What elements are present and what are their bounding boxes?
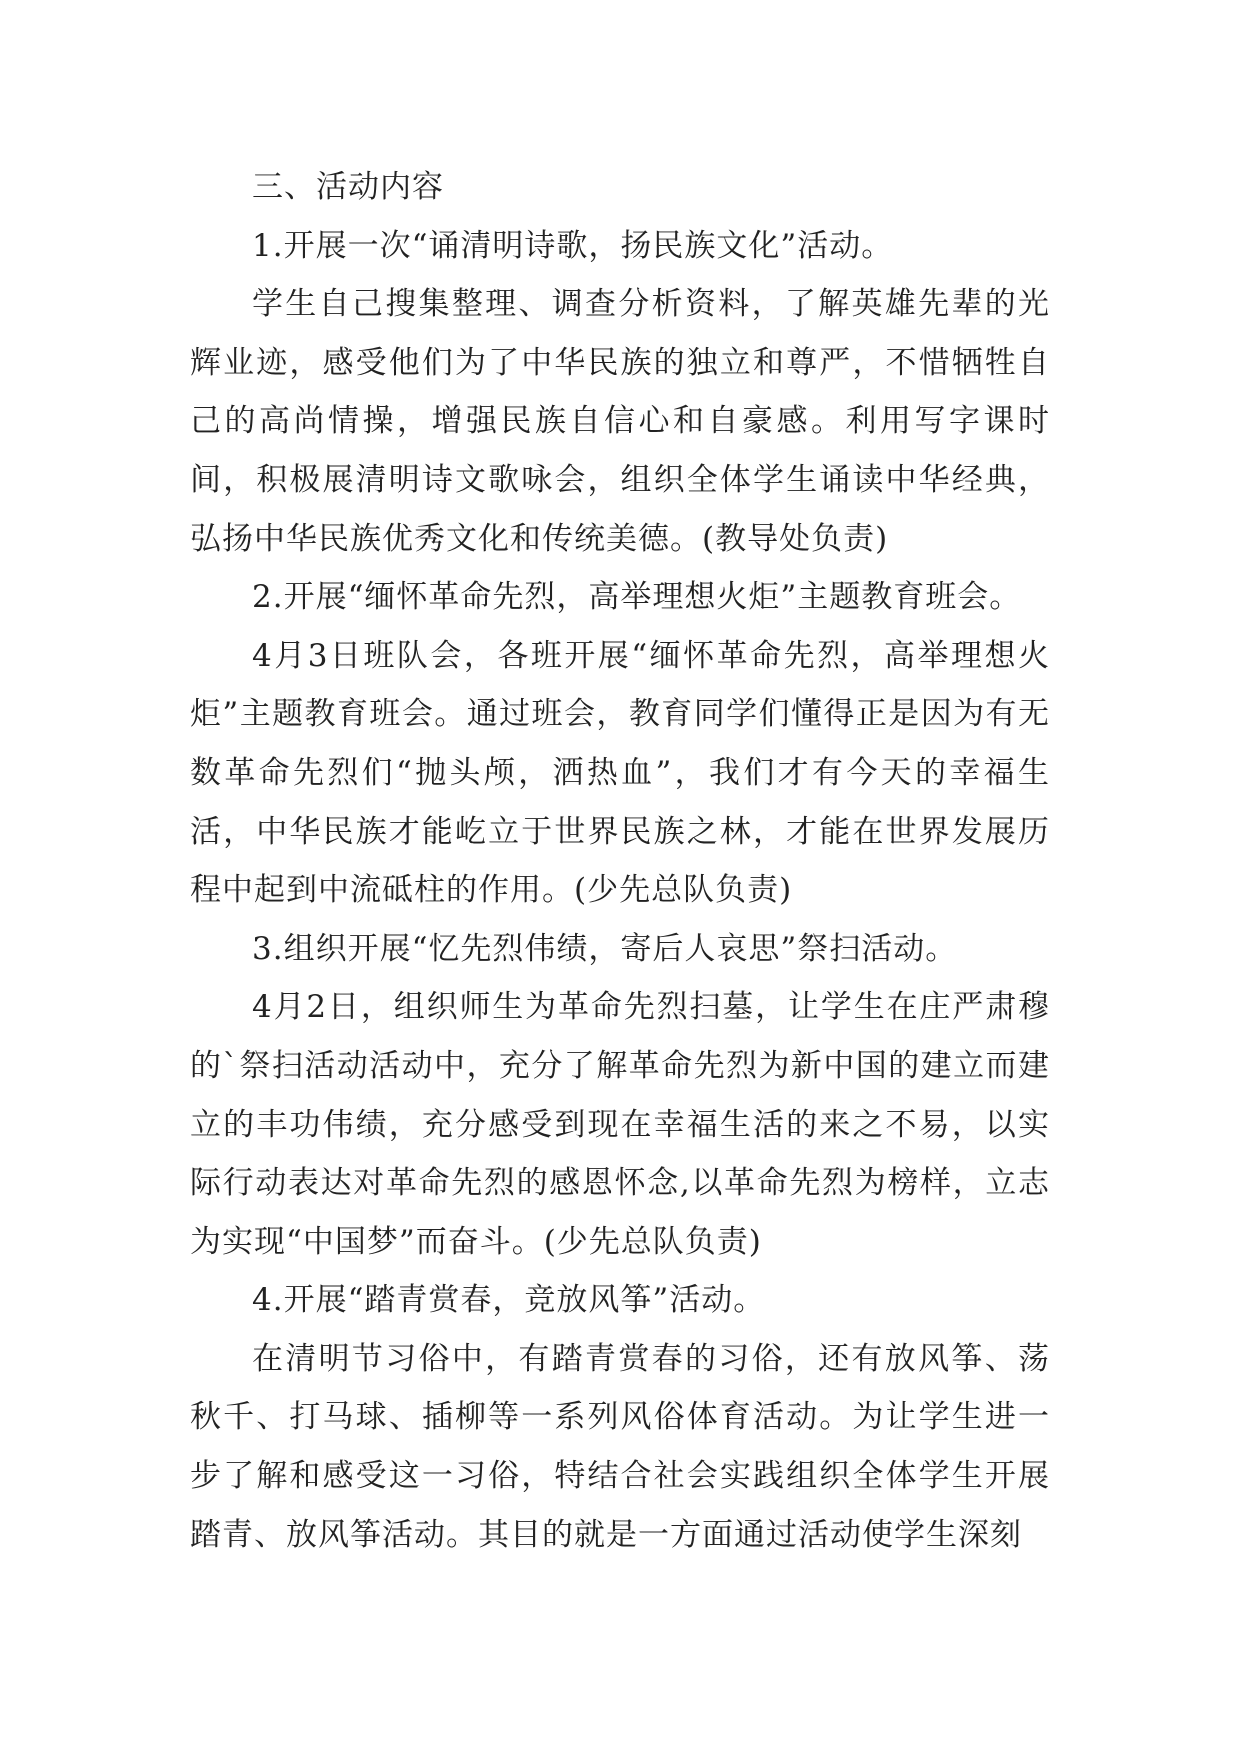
item-2-paragraph: 4月3日班队会，各班开展“缅怀革命先烈，高举理想火炬”主题教育班会。通过班会，教育同学们懂得正是因为有无数革命先烈们“抛头颅，洒热血”，我们才有今天的幸福生活，中华民族才能屹立于世界民族之林，才能在世界发展历程中起到中流砥柱的作用。(少先总队负责) [190, 637, 1050, 909]
item-1-heading: 1.开展一次“诵清明诗歌，扬民族文化”活动。 [252, 227, 894, 264]
item-1-paragraph: 学生自己搜集整理、调查分析资料，了解英雄先辈的光辉业迹，感受他们为了中华民族的独立和尊严，不惜牺牲自己的高尚情操，增强民族自信心和自豪感。利用写字课时间，积极展清明诗文歌咏会，组织全体学生诵读中华经典，弘扬中华民族优秀文化和传统美德。(教导处负责) [190, 286, 1050, 557]
item-3-heading: 3.组织开展“忆先烈伟绩，寄后人哀思”祭扫活动。 [252, 930, 958, 967]
item-3-paragraph: 4月2日，组织师生为革命先烈扫墓，让学生在庄严肃穆的`祭扫活动活动中，充分了解革命先烈为新中国的建立而建立的丰功伟绩，充分感受到现在幸福生活的来之不易，以实际行动表达对革命先烈的感恩怀念,以革命先烈为榜样，立志为实现“中国梦”而奋斗。(少先总队负责) [190, 989, 1050, 1260]
section-heading: 三、活动内容 [252, 169, 444, 205]
item-4-paragraph: 在清明节习俗中，有踏青赏春的习俗，还有放风筝、荡秋千、打马球、插柳等一系列风俗体育活动。为让学生进一步了解和感受这一习俗，特结合社会实践组织全体学生开展踏青、放风筝活动。其目的就是一方面通过活动使学生深刻 [190, 1340, 1050, 1553]
item-4-heading: 4.开展“踏青赏春，竞放风筝”活动。 [252, 1282, 766, 1319]
item-2-heading: 2.开展“缅怀革命先烈，高举理想火炬”主题教育班会。 [252, 579, 1022, 616]
document-body [190, 158, 1050, 1564]
